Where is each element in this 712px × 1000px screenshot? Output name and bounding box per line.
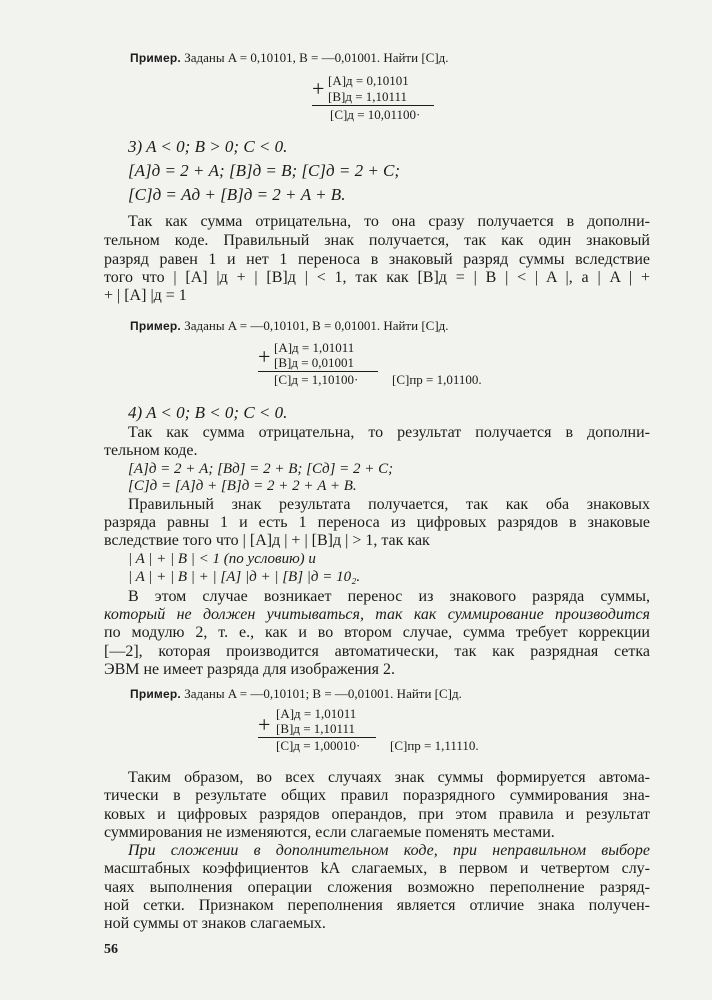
case-4-paragraph-line: Правильный знак результата получается, так как оба знаковых <box>128 496 650 513</box>
example-3-statement <box>130 686 462 702</box>
operand-a: [A]д = 0,10101 <box>328 73 409 88</box>
overflow-line: чаях выполнения операции сложения возможно переполнение разряд- <box>104 879 650 896</box>
overflow-line: масштабных коэффициентов kA слагаемых, в первом и четвертом слу- <box>104 860 650 877</box>
operand-b: [B]д = 1,10111 <box>276 721 356 736</box>
conclusion-line: суммирования не изменяются, если слагаемые поменять местами. <box>104 824 555 841</box>
case-3-paragraph-line: того что | [A] |д + | [B]д | < 1, так как [B]д = | B | < | A |, а | A | + <box>104 269 650 286</box>
case-4-title: 4) A < 0; B < 0; C < 0. <box>128 403 288 422</box>
case-4-paragraph-line: Так как сумма отрицательна, то результат получается в дополни- <box>128 424 650 441</box>
case-3-paragraph-line: разряд равен 1 и нет 1 переноса в знаковый разряд суммы вследствие <box>104 251 650 268</box>
example-text: Заданы A = 0,10101, B = —0,01001. Найти [C]д. <box>184 50 449 65</box>
plus-sign: + <box>312 76 325 101</box>
case-3-equation-2: [C]д = Aд + [B]д = 2 + A + B. <box>128 185 346 204</box>
case-3-equation-1: [A]д = 2 + A; [B]д = B; [C]д = 2 + C; <box>128 161 401 180</box>
sum-result: [C]д = 10,01100· <box>330 107 421 122</box>
conclusion-line: Таким образом, во всех случаях знак суммы формируется автома- <box>128 769 650 786</box>
case-4-paragraph-line: который не должен учитываться, так как суммирование производится <box>104 606 650 623</box>
conclusion-line: ковых и цифровых разрядов операндов, при этом правила и результат <box>104 806 650 823</box>
case-4-equation-1: [A]д = 2 + A; [Bд] = 2 + B; [Cд] = 2 + C; <box>128 461 394 477</box>
plus-sign: + <box>258 712 271 737</box>
case-3-paragraph-line: Так как сумма отрицательна, то она сразу получается в дополни- <box>128 213 650 230</box>
overflow-line: ной сетки. Признаком переполнения является отличие знака получен- <box>104 897 650 914</box>
sum-result: [C]д = 1,10100· <box>274 372 359 387</box>
example-text: Заданы A = —0,10101, B = 0,01001. Найти [C]д. <box>184 318 449 333</box>
operand-b: [B]д = 0,01001 <box>274 355 355 370</box>
case-4-inequality-1: | A | + | B | < 1 (по условию) и <box>128 551 316 567</box>
sum-rule <box>312 105 434 106</box>
case-4-paragraph-line: по модулю 2, т. е., как и во втором случае, сумма требует коррекции <box>104 624 650 641</box>
case-4-equation-2: [C]д = [A]д + [B]д = 2 + 2 + A + B. <box>128 478 357 494</box>
case-3-title: 3) A < 0; B > 0; C < 0. <box>128 137 288 156</box>
example-label: Пример. <box>130 51 181 65</box>
plus-sign: + <box>258 344 271 369</box>
page-number: 56 <box>104 942 118 957</box>
example-label: Пример. <box>130 319 181 333</box>
corrected-result: [C]пр = 1,11110. <box>390 738 479 753</box>
case-4-paragraph-line: тельном коде. <box>104 442 198 459</box>
operand-a: [A]д = 1,01011 <box>274 340 355 355</box>
overflow-line <box>128 842 650 861</box>
example-1-statement <box>130 50 449 66</box>
case-4-paragraph-line: ЭВМ не имеет разряда для изображения 2. <box>104 661 395 678</box>
operand-b: [B]д = 1,10111 <box>328 89 408 104</box>
case-4-inequality-2: | A | + | B | + | [A] |д + | [B] |д = 10₂. <box>128 569 361 585</box>
overflow-line: ной суммы от знаков слагаемых. <box>104 915 326 932</box>
case-3-paragraph-line: + | [A] |д = 1 <box>104 287 187 304</box>
overflow-italic-phrase: При сложении в дополнительном коде, при неправильном выборе <box>128 842 650 859</box>
case-4-paragraph-line: В этом случае возникает перенос из знакового разряда суммы, <box>128 588 650 605</box>
example-label: Пример. <box>130 687 181 701</box>
case-4-paragraph-line: вследствие того что | [A]д | + | [B]д | > 1, так как <box>104 532 430 549</box>
case-4-paragraph-line: [—2], которая производится автоматически, так как разрядная сетка <box>104 643 650 660</box>
corrected-result: [C]пр = 1,01100. <box>392 372 482 387</box>
conclusion-line: тически в результате общих правил поразрядного суммирования зна- <box>104 787 650 804</box>
case-4-paragraph-line: разряда равны 1 и есть 1 переноса из цифровых разрядов в знаковые <box>104 514 650 531</box>
case-3-paragraph-line: тельном коде. Правильный знак получается, так как один знаковый <box>104 232 650 249</box>
example-text: Заданы A = —0,10101; B = —0,01001. Найти [C]д. <box>184 686 462 701</box>
example-2-statement <box>130 318 449 334</box>
sum-result: [C]д = 1,00010· <box>276 738 361 753</box>
operand-a: [A]д = 1,01011 <box>276 706 357 721</box>
